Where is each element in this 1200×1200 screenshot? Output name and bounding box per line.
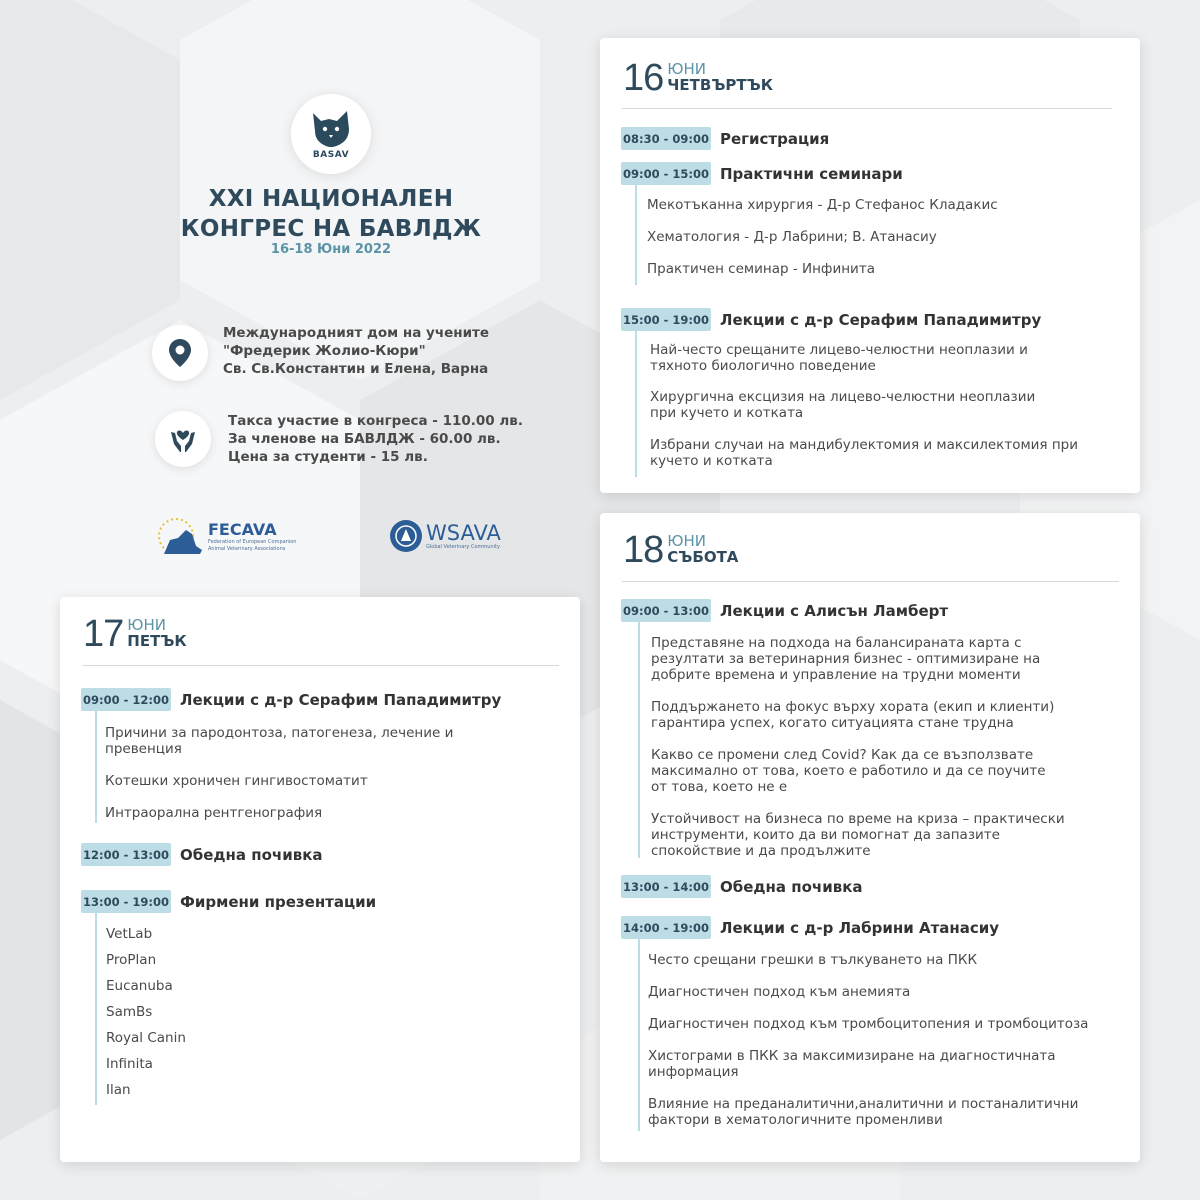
- day16-month: ЮНИ: [667, 60, 706, 78]
- list-item: [651, 635, 1040, 683]
- fee-line2: За членове на БАВЛДЖ - 60.00 лв.: [228, 431, 501, 447]
- list-item: [650, 342, 1028, 374]
- fecava-name: FECAVA: [208, 520, 277, 539]
- day16-session1: [621, 127, 829, 150]
- timeline-line: [95, 711, 97, 823]
- sponsor-item: Eucanuba: [106, 978, 173, 994]
- list-item: Мекотъканна хирургия - Д-р Стефанос Кладакис: [647, 197, 998, 213]
- wsava-sub: Global Veterinary Community: [426, 543, 500, 550]
- session-title: Лекции с д-р Лабрини Атанасиу: [720, 918, 1000, 937]
- list-item-line: фактори в хематологичните променливи: [648, 1112, 943, 1128]
- timeline-line: [95, 913, 97, 1105]
- day16-session2: [621, 162, 903, 185]
- session-title: Фирмени презентации: [180, 892, 377, 911]
- basav-dog-cat-icon: [309, 109, 353, 149]
- venue-line2: "Фредерик Жолио-Кюри": [223, 343, 426, 359]
- list-item-line: Избрани случаи на мандибулектомия и максилектомия при: [650, 437, 1078, 453]
- day17-session2: [81, 843, 323, 866]
- list-item-line: резултати за ветеринарния бизнес - оптимизиране на: [651, 651, 1041, 667]
- day17-header: [83, 615, 187, 653]
- list-item-line: Хирургична ексцизия на лицево-челюстни неоплазии: [650, 389, 1036, 405]
- list-item-line: Какво се промени след Covid? Как да се възползвате: [651, 747, 1034, 763]
- fecava-sub2: Animal Veterinary Associations: [208, 546, 286, 552]
- list-item-line: Устойчивост на бизнеса по време на криза – практически: [651, 811, 1065, 827]
- list-item: Хематология - Д-р Лабрини; В. Атанасиу: [647, 229, 937, 245]
- day17-session1: [81, 688, 501, 711]
- list-item: [648, 1096, 1078, 1128]
- timeline-line: [638, 939, 640, 1131]
- timeline-line: [635, 331, 637, 477]
- list-item-line: при кучето и котката: [650, 405, 804, 421]
- session-title: Лекции с д-р Серафим Пападимитру: [720, 310, 1042, 329]
- wsava-name: WSAVA: [426, 520, 501, 545]
- session-title: Практични семинари: [720, 164, 903, 183]
- list-item-line: тяхното биологично поведение: [650, 358, 876, 374]
- fee-line3: Цена за студенти - 15 лв.: [228, 449, 428, 465]
- list-item-line: добрите времена и управление на трудни моменти: [651, 667, 1021, 683]
- fees-icon-circle: [155, 411, 211, 467]
- day17-session3: [81, 890, 376, 913]
- day16-card: [600, 38, 1140, 493]
- divider: [82, 665, 559, 666]
- sponsor-item: Ilan: [106, 1082, 131, 1098]
- session-title: Лекции с д-р Серафим Пападимитру: [180, 690, 502, 709]
- list-item-line: превенция: [105, 741, 182, 757]
- venue-address: [223, 324, 489, 378]
- session-title: Обедна почивка: [180, 845, 323, 864]
- event-title: [140, 184, 522, 244]
- venue-line3: Св. Св.Константин и Елена, Варна: [223, 361, 489, 377]
- time-badge: 09:00 - 15:00: [621, 162, 711, 185]
- list-item-line: Причини за пародонтоза, патогенеза, лечение и: [105, 725, 454, 741]
- fecava-logo: [156, 516, 296, 558]
- list-item-line: Най-често срещаните лицево-челюстни неоплазии и: [650, 342, 1028, 358]
- location-pin-icon: [169, 339, 191, 367]
- session-title: Лекции с Алисън Ламберт: [720, 601, 949, 620]
- sponsor-item: VetLab: [106, 926, 153, 942]
- day18-header: [623, 531, 738, 569]
- list-item-line: спокойствие и да продължите: [651, 843, 871, 859]
- list-item: Диагностичен подход към тромбоцитопения и тромбоцитоза: [648, 1016, 1089, 1032]
- list-item-line: Поддържането на фокус върху хората (екип и клиенти): [651, 699, 1055, 715]
- day18-weekday: СЪБОТА: [667, 548, 739, 566]
- fecava-sub1: Federation of European Companion: [208, 539, 297, 545]
- venue-line1: Международният дом на учените: [223, 325, 490, 341]
- list-item-line: Хистограми в ПКК за максимизиране на диагностичната: [648, 1048, 1056, 1064]
- session-title: Обедна почивка: [720, 877, 863, 896]
- time-badge: 09:00 - 13:00: [621, 599, 711, 622]
- list-item: Интраорална рентгенография: [105, 805, 323, 821]
- list-item-line: Представяне на подхода на балансираната карта с: [651, 635, 1022, 651]
- time-badge: 15:00 - 19:00: [621, 308, 711, 331]
- day17-weekday: ПЕТЪК: [127, 632, 187, 650]
- fee-line1: Такса участие в конгреса - 110.00 лв.: [228, 413, 523, 429]
- hands-heart-icon: [168, 424, 198, 454]
- day16-weekday: ЧЕТВЪРТЪК: [667, 76, 773, 94]
- list-item: [648, 1048, 1056, 1080]
- time-badge: 08:30 - 09:00: [621, 127, 711, 150]
- time-badge: 13:00 - 19:00: [81, 890, 171, 913]
- list-item: [651, 747, 1046, 795]
- sponsor-item: SamBs: [106, 1004, 153, 1020]
- list-item-line: гарантира успех, когато ситуацията стане трудна: [651, 715, 1014, 731]
- day17-month: ЮНИ: [127, 616, 166, 634]
- day18-number: 18: [623, 529, 664, 571]
- list-item-line: кучето и котката: [650, 453, 773, 469]
- list-item-line: инструменти, които да ви помогнат да запазите: [651, 827, 1000, 843]
- day18-session1: [621, 599, 948, 622]
- basav-logo: [291, 94, 371, 174]
- list-item-line: максимално от това, което е работило и да се поучите: [651, 763, 1046, 779]
- wsava-globe-icon: [389, 519, 423, 553]
- sponsor-item: Infinita: [106, 1056, 153, 1072]
- time-badge: 12:00 - 13:00: [81, 843, 171, 866]
- fees-info: [228, 412, 523, 466]
- day16-number: 16: [623, 57, 664, 99]
- list-item: Често срещани грешки в тълкуването на ПКК: [648, 952, 978, 968]
- day18-session3: [621, 916, 999, 939]
- day17-number: 17: [83, 613, 124, 655]
- day18-card: [600, 513, 1140, 1162]
- day18-session2: [621, 875, 863, 898]
- list-item: [650, 437, 1078, 469]
- list-item-line: Влияние на преданалитични,аналитични и постаналитични: [648, 1096, 1079, 1112]
- list-item: [650, 389, 1035, 421]
- session-title: Регистрация: [720, 129, 830, 148]
- list-item: [105, 725, 453, 757]
- time-badge: 09:00 - 12:00: [81, 688, 171, 711]
- day17-card: [60, 597, 580, 1162]
- sponsor-item: Royal Canin: [106, 1030, 186, 1046]
- venue-icon-circle: [152, 325, 208, 381]
- list-item: Котешки хроничен гингивостоматит: [105, 773, 368, 789]
- list-item-line: от това, което не е: [651, 779, 788, 795]
- wsava-logo: [389, 519, 501, 553]
- logo-text: BASAV: [312, 149, 350, 160]
- timeline-line: [638, 622, 640, 858]
- divider: [622, 108, 1112, 109]
- event-title-line2: КОНГРЕС НА БАВЛДЖ: [180, 216, 482, 242]
- event-title-line1: XXI НАЦИОНАЛЕН: [208, 186, 454, 212]
- time-badge: 13:00 - 14:00: [621, 875, 711, 898]
- fecava-dog-cat-icon: [156, 516, 206, 558]
- list-item: [651, 699, 1054, 731]
- time-badge: 14:00 - 19:00: [621, 916, 711, 939]
- list-item-line: информация: [648, 1064, 739, 1080]
- day16-header: [623, 59, 773, 97]
- day18-month: ЮНИ: [667, 532, 706, 550]
- day16-session3: [621, 308, 1041, 331]
- event-dates: 16-18 Юни 2022: [270, 242, 392, 257]
- sponsor-item: ProPlan: [106, 952, 157, 968]
- list-item: Практичен семинар - Инфинита: [647, 261, 875, 277]
- divider: [622, 581, 1119, 582]
- timeline-line: [635, 185, 637, 285]
- list-item: Диагностичен подход към анемията: [648, 984, 911, 1000]
- list-item: [651, 811, 1065, 859]
